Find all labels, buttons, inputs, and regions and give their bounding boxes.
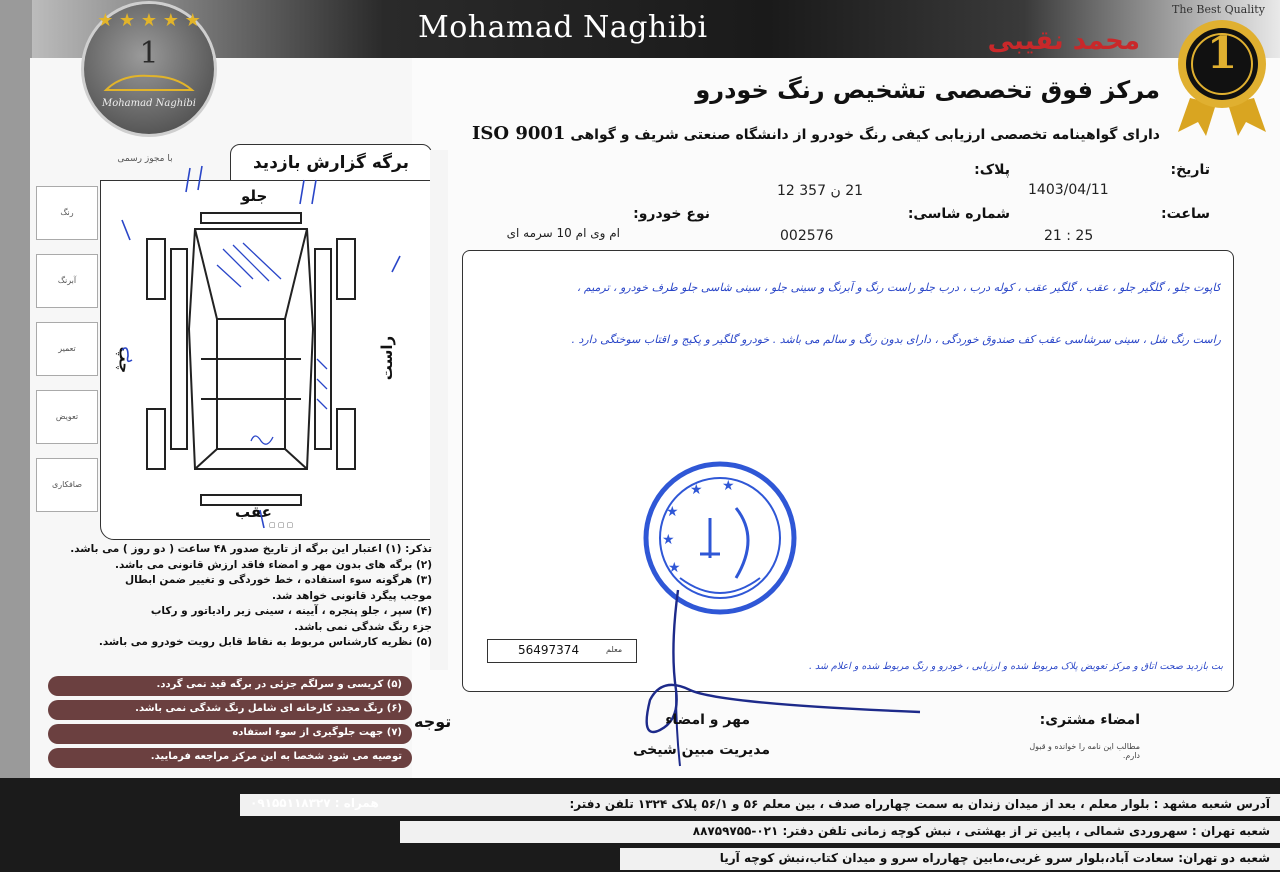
notes-pills — [48, 676, 412, 768]
time-value: 21 : 25 — [1044, 228, 1094, 244]
car-silhouette-icon — [102, 70, 196, 96]
customer-note: مطالب این نامه را خوانده و قبول دارم. — [1029, 742, 1140, 760]
iso-label: ISO 9001 — [471, 123, 566, 144]
svg-text:★: ★ — [722, 478, 735, 494]
time-label: ساعت: — [1160, 206, 1210, 222]
note-5: (۵) نظریه کارشناس مربوط به نقاط قابل رویت خودرو می باشد. — [98, 636, 432, 648]
plate-value: 21 ن 357 12 — [776, 183, 864, 199]
note-4b: جزء رنگ شدگی نمی باشد. — [294, 620, 432, 633]
licensed-label: با مجوز رسمی — [117, 154, 173, 164]
vehicle-label: نوع خودرو: — [633, 206, 710, 222]
note-pill-2: (۶) رنگ مجدد کارخانه ای شامل رنگ شدگی نمی باشد. — [48, 700, 412, 720]
footer-mobile — [250, 796, 379, 810]
note-3b: موجب پیگرد قانونی خواهد شد. — [271, 589, 432, 602]
diagram-legend-strip: ▢ ▢ ▢ — [269, 521, 294, 529]
code-value: 56497374 — [518, 643, 580, 657]
tavajoh-label: توجه — [414, 712, 452, 731]
date-value: 1403/04/11 — [1028, 182, 1109, 198]
footer-tehran-address: شعبه تهران : سهروردی شمالی ، پایین تر از بهشتی ، نبش کوچه زمانی تلفن دفتر: ۰۲۱-۸۸۷۵۹۷۵۵ — [400, 821, 1280, 843]
note-pill-1: (۵) کریسی و سرلگم جزئی در برگه قید نمی گردد. — [48, 676, 412, 696]
report-line-2: راست رنگ شل ، سینی سرشاسی عقب کف صندوق خوردگی ، دارای بدون رنگ و سالم می باشد . خودرو گلگیر و پکیج و اقتاب سوختگی دارد . — [571, 333, 1221, 346]
date-label: تاریخ: — [1170, 162, 1210, 178]
notes-title: تذکر: — [405, 543, 432, 555]
logo-text: Mohamad Naghibi — [101, 98, 197, 109]
label-right: راست — [378, 335, 397, 381]
svg-text:★: ★ — [666, 504, 679, 520]
plate-label: پلاک: — [974, 162, 1010, 178]
customer-sign-label: امضاء مشتری: — [1039, 712, 1140, 728]
notes-title-line — [32, 542, 432, 558]
svg-text:★: ★ — [668, 560, 681, 576]
notes-section — [32, 542, 432, 651]
svg-text:★: ★ — [690, 482, 703, 498]
code-label: معلم — [606, 645, 623, 654]
footer-mashhad-address: آدرس شعبه مشهد : بلوار معلم ، بعد از میدان زندان به سمت چهارراه صدف ، بین معلم ۵۶ و ۵۶/۱ پلاک ۱۳۲۴ تلفن دفتر: — [240, 794, 1280, 816]
footer-mobile-label: همراه : — [334, 796, 379, 810]
legend-box-repair: تعمیر — [36, 322, 98, 376]
seal-label: مهر و امضاء — [665, 712, 750, 728]
subtitle — [455, 123, 1160, 144]
label-left: چپ — [115, 346, 134, 374]
legend-box-paint: رنگ — [36, 186, 98, 240]
chassis-value: 002576 — [780, 228, 834, 244]
note-pill-3: (۷) جهت جلوگیری از سوء استفاده — [48, 724, 412, 744]
svg-text:★: ★ — [662, 532, 675, 548]
logo-number: 1 — [139, 36, 159, 71]
chassis-label: شماره شاسی: — [907, 206, 1010, 222]
legend-box-replace: تعویض — [36, 390, 98, 444]
best-quality-text: The Best Quality — [1172, 3, 1265, 16]
legend-box-watercolor: آبرنگ — [36, 254, 98, 308]
handwriting-marks-left — [110, 160, 420, 530]
vehicle-value: ام وی ام 10 سرمه ای — [506, 226, 620, 240]
center-title: مرکز فوق تخصصی تشخیص رنگ خودرو — [695, 76, 1160, 104]
form-title: برگه گزارش بازدید — [230, 144, 432, 182]
footer-mobile-number: ۰۹۱۵۵۱۱۸۳۲۷ — [250, 796, 331, 810]
legend-box-dent: صافکاری — [36, 458, 98, 512]
legend-column — [36, 186, 98, 512]
subtitle-text: دارای گواهینامه تخصصی ارزیابی کیفی رنگ خودرو از دانشگاه صنعتی شریف و گواهی — [570, 127, 1160, 143]
note-pill-4: توصیه می شود شخصا به این مرکز مراجعه فرمایید. — [48, 748, 412, 768]
note-3: (۳) هرگونه سوء استفاده ، خط خوردگی و تغییر ضمن ابطال — [124, 574, 432, 586]
footer-tehran2-address: شعبه دو تهران: سعادت آباد،بلوار سرو غربی،مابین چهارراه سرو و میدان کتاب،نبش کوچه آریا — [620, 848, 1280, 870]
report-line-1: کاپوت جلو ، گلگیر جلو ، عقب ، گلگیر عقب ، کوله درب ، درب جلو راست رنگ و آبرنگ و سینی جلو ، سینی شاسی جلو طرف خودرو ، ترمیم ، — [576, 281, 1221, 294]
company-logo — [84, 4, 214, 134]
photo-edge-left — [0, 0, 32, 872]
note-1: (۱) اعتبار این برگه از تاریخ صدور ۴۸ ساعت ( دو روز ) می باشد. — [70, 543, 402, 555]
badge-number: 1 — [1206, 28, 1238, 79]
logo-stars: ★ ★ ★ ★ ★ — [97, 10, 201, 31]
manager-name: مدیریت مبین شیخی — [633, 742, 770, 758]
note-2: (۲) برگه های بدون مهر و امضاء فاقد ارزش قانونی می باشد. — [114, 558, 432, 571]
brand-persian: محمد نقیبی — [987, 26, 1140, 56]
note-4: (۴) سپر ، جلو پنجره ، آیینه ، سینی زیر رادیاتور و رکاب — [150, 605, 432, 617]
label-back: عقب — [235, 503, 272, 521]
vertical-side-text — [430, 150, 448, 670]
brand-latin: Mohamad Naghibi — [418, 10, 708, 45]
report-footer-note: بت بازدید صحت اتاق و مرکز تعویض پلاک مربوط شده و ارزیابی ، خودرو و رنگ مربوط شده و اعلام شد . — [808, 661, 1223, 672]
label-front: جلو — [241, 187, 268, 205]
